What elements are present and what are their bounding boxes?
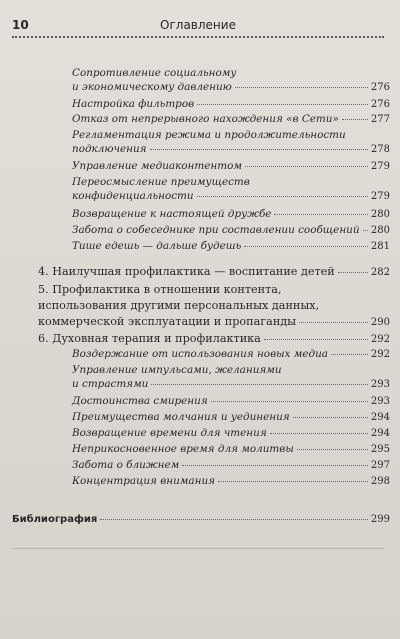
toc-page-number: 290 xyxy=(370,317,390,328)
toc-entry-title: Достоинства смирения xyxy=(72,395,208,407)
toc-entry-title: коммерческой эксплуатации и пропаганды xyxy=(38,315,297,328)
toc-entry xyxy=(72,474,390,489)
toc-entry xyxy=(72,128,390,157)
toc-entry-title: Регламентация режима и продолжительности xyxy=(72,129,346,141)
toc-page-number: 278 xyxy=(370,144,390,155)
toc-entry xyxy=(72,223,390,238)
header-dotted-rule xyxy=(12,36,384,38)
toc-entry xyxy=(72,239,390,254)
toc-page-number: 282 xyxy=(370,267,390,278)
footer-divider xyxy=(12,548,384,549)
toc-entry xyxy=(72,442,390,457)
dot-leader xyxy=(197,104,368,105)
toc-entry-title: Забота о ближнем xyxy=(72,459,180,471)
toc-entry-title: Воздержание от использования новых медиа xyxy=(72,348,328,360)
page-header xyxy=(12,16,384,38)
toc-entry xyxy=(72,175,390,204)
dot-leader xyxy=(264,339,368,340)
toc-page-number: 276 xyxy=(370,82,390,93)
toc-entry-title: Забота о собеседнике при составлении сообщений xyxy=(72,224,360,236)
toc-entry-title: и страстями xyxy=(72,378,149,390)
toc-page-number: 299 xyxy=(370,514,390,525)
dot-leader xyxy=(270,433,368,434)
toc-page-number: 292 xyxy=(370,334,390,345)
dot-leader xyxy=(299,322,368,323)
toc-page-number: 276 xyxy=(370,99,390,110)
toc-entry xyxy=(72,426,390,441)
dot-leader xyxy=(197,196,368,197)
dot-leader xyxy=(151,384,368,385)
toc-entry xyxy=(72,159,390,174)
toc-entry-title: Библиография xyxy=(12,514,98,525)
running-title: Оглавление xyxy=(160,18,236,32)
toc-entry-title: Возвращение к настоящей дружбе xyxy=(72,208,272,220)
toc-page-number: 292 xyxy=(370,349,390,360)
toc-entry-title: Переосмысление преимуществ xyxy=(72,176,250,188)
toc-entry xyxy=(72,410,390,425)
dot-leader xyxy=(245,166,368,167)
dot-leader xyxy=(100,519,368,520)
toc-entry xyxy=(38,264,390,281)
toc-entry-title: Возвращение времени для чтения xyxy=(72,427,267,439)
dot-leader xyxy=(244,246,368,247)
toc-page-number: 280 xyxy=(370,225,390,236)
toc-entry-title: подключения xyxy=(72,143,147,155)
toc-page-number: 280 xyxy=(370,209,390,220)
toc-entry-title: Настройка фильтров xyxy=(72,98,195,110)
toc-entry-title: Отказ от непрерывного нахождения «в Сети» xyxy=(72,113,339,125)
toc-page-number: 294 xyxy=(370,428,390,439)
toc-entry xyxy=(12,513,390,527)
toc-entry xyxy=(72,66,390,95)
toc-entry-title: 5. Профилактика в отношении контента, xyxy=(38,283,282,296)
toc-entry xyxy=(72,458,390,473)
toc-page-number: 277 xyxy=(370,114,390,125)
toc-page-number: 294 xyxy=(370,412,390,423)
toc-entry xyxy=(72,394,390,409)
dot-leader xyxy=(274,214,367,215)
toc-entry-title: Концентрация внимания xyxy=(72,475,216,487)
dot-leader xyxy=(235,87,368,88)
toc-entry xyxy=(72,112,390,127)
dot-leader xyxy=(293,417,368,418)
toc-entry xyxy=(72,363,390,392)
dot-leader xyxy=(218,481,368,482)
toc-page-number: 279 xyxy=(370,161,390,172)
toc-entry xyxy=(72,347,390,362)
toc-entry xyxy=(38,331,390,348)
toc-entry-title: конфиденциальности xyxy=(72,190,194,202)
dot-leader xyxy=(342,119,368,120)
dot-leader xyxy=(211,401,368,402)
toc-page-number: 293 xyxy=(370,396,390,407)
toc-page-number: 297 xyxy=(370,460,390,471)
dot-leader xyxy=(150,149,368,150)
toc-entry-title: и экономическому давлению xyxy=(72,81,232,93)
toc-entry-title: Сопротивление социальному xyxy=(72,67,237,79)
toc-page-number: 298 xyxy=(370,476,390,487)
toc-entry-title: 6. Духовная терапия и профилактика xyxy=(38,332,261,345)
toc-entry-title: Управление импульсами, желаниями xyxy=(72,364,282,376)
dot-leader xyxy=(338,272,368,273)
toc-entry-title: Преимущества молчания и уединения xyxy=(72,411,290,423)
dot-leader xyxy=(331,354,368,355)
toc-page-number: 281 xyxy=(370,241,390,252)
toc-entry xyxy=(38,282,390,331)
toc-page-number: 295 xyxy=(370,444,390,455)
toc-entry-title: 4. Наилучшая профилактика — воспитание детей xyxy=(38,265,335,278)
toc-entry-title: Тише едешь — дальше будешь xyxy=(72,240,242,252)
dot-leader xyxy=(363,230,368,231)
dot-leader xyxy=(297,449,368,450)
dot-leader xyxy=(182,465,368,466)
toc-entry-title: Управление медиаконтентом xyxy=(72,160,242,172)
toc-page-number: 279 xyxy=(370,191,390,202)
page-number: 10 xyxy=(12,18,29,32)
toc-entry-title: Неприкосновенное время для молитвы xyxy=(72,443,294,455)
toc-entry-title: использования другими персональных данных, xyxy=(38,299,320,312)
toc-page-number: 293 xyxy=(370,379,390,390)
toc-entry xyxy=(72,207,390,222)
toc-entry xyxy=(72,97,390,112)
